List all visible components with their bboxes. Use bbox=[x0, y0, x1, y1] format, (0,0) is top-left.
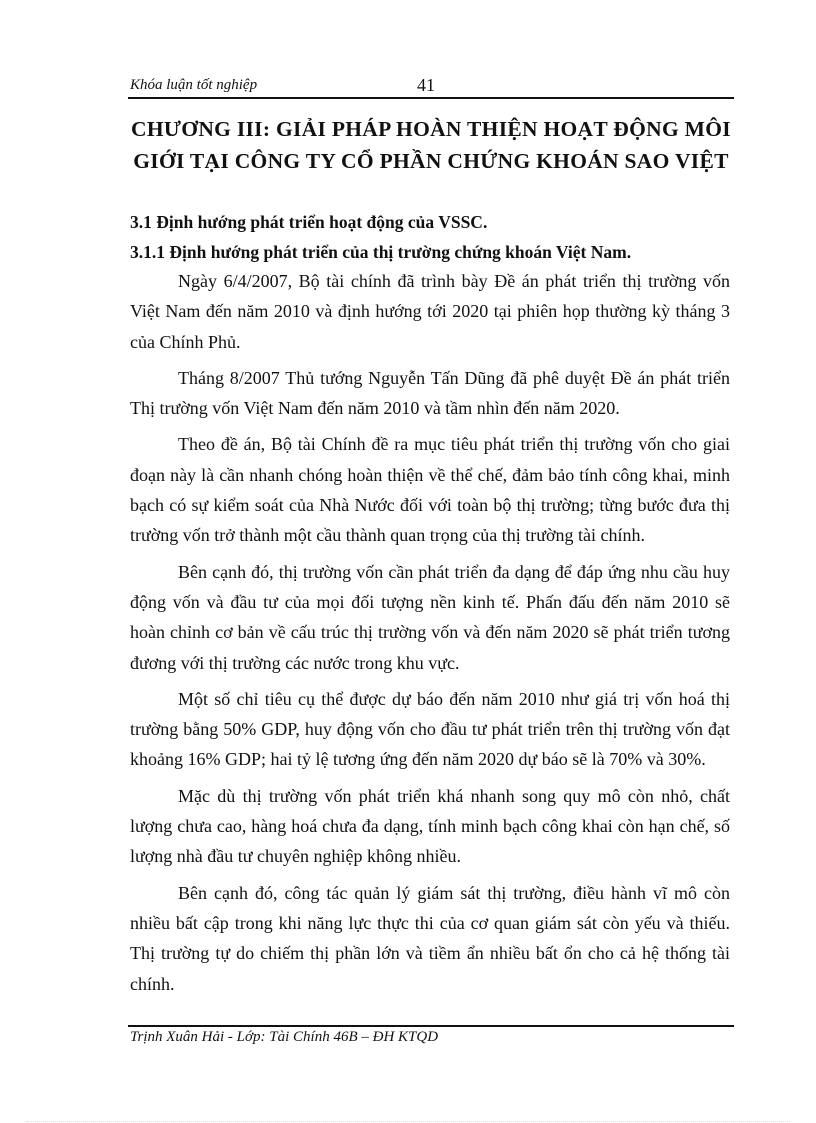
chapter-title: CHƯƠNG III: GIẢI PHÁP HOÀN THIỆN HOẠT ĐỘNG MÔI GIỚI TẠI CÔNG TY CỔ PHẦN CHỨNG KHOÁN SAO VIỆT bbox=[131, 117, 731, 173]
page-header bbox=[130, 75, 734, 97]
page-footer: Trịnh Xuân Hải - Lớp: Tài Chính 46B – ĐH KTQD bbox=[130, 1029, 439, 1045]
page-edge-dotted-line bbox=[26, 1121, 790, 1122]
header-document-type: Khóa luận tốt nghiệp bbox=[130, 77, 258, 93]
header-rule bbox=[128, 97, 734, 99]
paragraph: Tháng 8/2007 Thủ tướng Nguyễn Tấn Dũng đã phê duyệt Đề án phát triển Thị trường vốn Việt Nam đến năm 2010 và tầm nhìn đến năm 2020. bbox=[130, 367, 730, 419]
section-heading-3-1-1: 3.1.1 Định hướng phát triển của thị trường chứng khoán Việt Nam. bbox=[130, 242, 632, 262]
paragraph: Một số chỉ tiêu cụ thể được dự báo đến năm 2010 như giá trị vốn hoá thị trường bằng 50% GDP, huy động vốn cho đầu tư phát triển trên thị trường vốn đạt khoảng 16% GDP; hai tỷ lệ tương ứng đến năm 2020 dự báo sẽ là 70% và 30%. bbox=[130, 688, 730, 770]
section-heading-3-1: 3.1 Định hướng phát triển hoạt động của VSSC. bbox=[130, 212, 488, 232]
paragraph: Mặc dù thị trường vốn phát triển khá nhanh song quy mô còn nhỏ, chất lượng chưa cao, hàng hoá chưa đa dạng, tính minh bạch công khai còn hạn chế, số lượng nhà đầu tư chuyên nghiệp không nhiều. bbox=[130, 785, 730, 867]
paragraph: Bên cạnh đó, thị trường vốn cần phát triển đa dạng để đáp ứng nhu cầu huy động vốn và đầu tư của mọi đối tượng nền kinh tế. Phấn đấu đến năm 2010 sẽ hoàn chỉnh cơ bản về cấu trúc thị trường vốn và đến năm 2020 sẽ phát triển tương đương với thị trường các nước trong khu vực. bbox=[130, 561, 730, 673]
paragraph: Theo đề án, Bộ tài Chính đề ra mục tiêu phát triển thị trường vốn cho giai đoạn này là cần nhanh chóng hoàn thiện về thể chế, đảm bảo tính công khai, minh bạch có sự kiểm soát của Nhà Nước đối với toàn bộ thị trường; từng bước đưa thị trường vốn trở thành một cầu thành quan trọng của thị trường tài chính. bbox=[130, 434, 730, 546]
footer-rule bbox=[128, 1025, 734, 1027]
paragraph: Bên cạnh đó, công tác quản lý giám sát thị trường, điều hành vĩ mô còn nhiều bất cập trong khi năng lực thực thi của cơ quan giám sát còn yếu và thiếu. Thị trường tự do chiếm thị phần lớn và tiềm ẩn nhiều bất ổn cho cả hệ thống tài chính. bbox=[130, 882, 730, 994]
paragraph: Ngày 6/4/2007, Bộ tài chính đã trình bày Đề án phát triển thị trường vốn Việt Nam đến năm 2010 và định hướng tới 2020 tại phiên họp thường kỳ tháng 3 của Chính Phủ. bbox=[130, 271, 730, 352]
page-number: 41 bbox=[417, 75, 435, 95]
body-text bbox=[130, 266, 730, 1005]
